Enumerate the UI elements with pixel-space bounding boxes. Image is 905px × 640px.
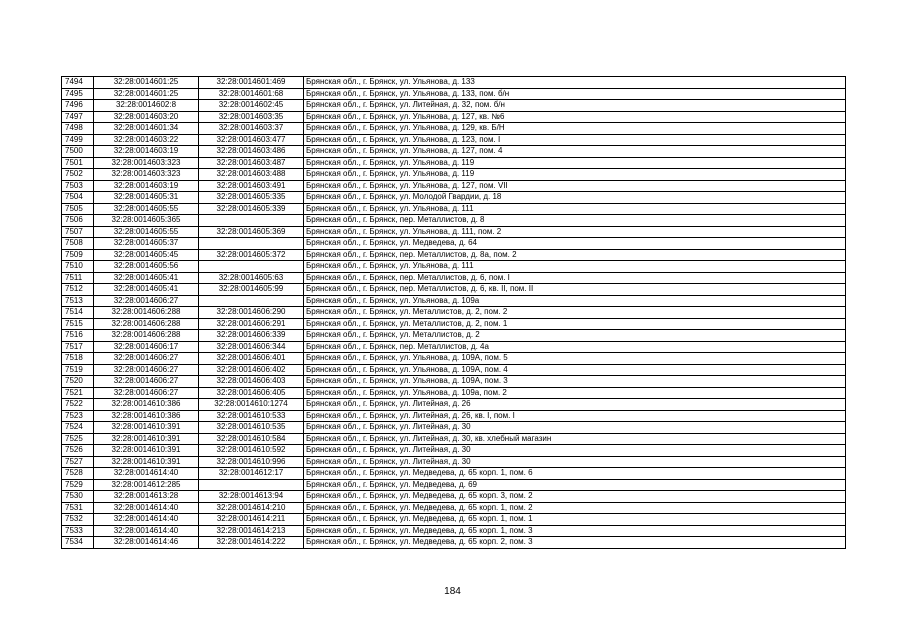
address-cell: Брянская обл., г. Брянск, ул. Литейная, д. 30, кв. хлебный магазин bbox=[304, 433, 846, 445]
object-cadastral-number-cell: 32:28:0014606:291 bbox=[199, 318, 304, 330]
land-cadastral-number-cell: 32:28:0014603:323 bbox=[94, 169, 199, 181]
land-cadastral-number-cell: 32:28:0014605:55 bbox=[94, 226, 199, 238]
address-cell: Брянская обл., г. Брянск, ул. Медведева, д. 65 корп. 3, пом. 2 bbox=[304, 491, 846, 503]
address-cell: Брянская обл., г. Брянск, пер. Металлистов, д. 8а, пом. 2 bbox=[304, 249, 846, 261]
land-cadastral-number-cell: 32:28:0014610:386 bbox=[94, 399, 199, 411]
table-row bbox=[62, 341, 846, 353]
row-number-cell: 7530 bbox=[62, 491, 94, 503]
table-row bbox=[62, 295, 846, 307]
table-row bbox=[62, 537, 846, 549]
row-number-cell: 7507 bbox=[62, 226, 94, 238]
address-cell: Брянская обл., г. Брянск, ул. Литейная, д. 26 bbox=[304, 399, 846, 411]
object-cadastral-number-cell: 32:28:0014610:584 bbox=[199, 433, 304, 445]
address-cell: Брянская обл., г. Брянск, ул. Ульянова, д. 133, пом. б/н bbox=[304, 88, 846, 100]
table-row bbox=[62, 111, 846, 123]
row-number-cell: 7508 bbox=[62, 238, 94, 250]
object-cadastral-number-cell: 32:28:0014603:487 bbox=[199, 157, 304, 169]
object-cadastral-number-cell: 32:28:0014606:401 bbox=[199, 353, 304, 365]
row-number-cell: 7504 bbox=[62, 192, 94, 204]
row-number-cell: 7506 bbox=[62, 215, 94, 227]
land-cadastral-number-cell: 32:28:0014614:40 bbox=[94, 514, 199, 526]
land-cadastral-number-cell: 32:28:0014606:288 bbox=[94, 330, 199, 342]
table-row bbox=[62, 88, 846, 100]
table-row bbox=[62, 134, 846, 146]
table-row bbox=[62, 284, 846, 296]
address-cell: Брянская обл., г. Брянск, ул. Литейная, д. 30 bbox=[304, 445, 846, 457]
address-cell: Брянская обл., г. Брянск, ул. Медведева, д. 65 корп. 2, пом. 3 bbox=[304, 537, 846, 549]
address-cell: Брянская обл., г. Брянск, ул. Ульянова, д. 109а, пом. 2 bbox=[304, 387, 846, 399]
object-cadastral-number-cell: 32:28:0014605:372 bbox=[199, 249, 304, 261]
address-cell: Брянская обл., г. Брянск, ул. Ульянова, д. 111 bbox=[304, 261, 846, 273]
object-cadastral-number-cell: 32:28:0014610:996 bbox=[199, 456, 304, 468]
land-cadastral-number-cell: 32:28:0014606:17 bbox=[94, 341, 199, 353]
object-cadastral-number-cell: 32:28:0014606:290 bbox=[199, 307, 304, 319]
address-cell: Брянская обл., г. Брянск, ул. Медведева, д. 65 корп. 1, пом. 1 bbox=[304, 514, 846, 526]
land-cadastral-number-cell: 32:28:0014610:391 bbox=[94, 456, 199, 468]
address-cell: Брянская обл., г. Брянск, ул. Ульянова, д. 133 bbox=[304, 77, 846, 89]
object-cadastral-number-cell: 32:28:0014603:491 bbox=[199, 180, 304, 192]
land-cadastral-number-cell: 32:28:0014605:56 bbox=[94, 261, 199, 273]
row-number-cell: 7523 bbox=[62, 410, 94, 422]
table-row bbox=[62, 203, 846, 215]
object-cadastral-number-cell: 32:28:0014610:533 bbox=[199, 410, 304, 422]
address-cell: Брянская обл., г. Брянск, ул. Ульянова, д. 119 bbox=[304, 157, 846, 169]
table-row bbox=[62, 502, 846, 514]
land-cadastral-number-cell: 32:28:0014601:25 bbox=[94, 88, 199, 100]
table-row bbox=[62, 261, 846, 273]
row-number-cell: 7525 bbox=[62, 433, 94, 445]
table-row bbox=[62, 433, 846, 445]
row-number-cell: 7509 bbox=[62, 249, 94, 261]
object-cadastral-number-cell: 32:28:0014614:211 bbox=[199, 514, 304, 526]
address-cell: Брянская обл., г. Брянск, ул. Ульянова, д. 109А, пом. 5 bbox=[304, 353, 846, 365]
land-cadastral-number-cell: 32:28:0014605:45 bbox=[94, 249, 199, 261]
table-row bbox=[62, 226, 846, 238]
land-cadastral-number-cell: 32:28:0014605:37 bbox=[94, 238, 199, 250]
object-cadastral-number-cell bbox=[199, 238, 304, 250]
table-row bbox=[62, 491, 846, 503]
table-row bbox=[62, 146, 846, 158]
address-cell: Брянская обл., г. Брянск, ул. Ульянова, д. 127, кв. №6 bbox=[304, 111, 846, 123]
land-cadastral-number-cell: 32:28:0014603:19 bbox=[94, 180, 199, 192]
object-cadastral-number-cell: 32:28:0014606:405 bbox=[199, 387, 304, 399]
object-cadastral-number-cell: 32:28:0014601:469 bbox=[199, 77, 304, 89]
row-number-cell: 7495 bbox=[62, 88, 94, 100]
table-row bbox=[62, 364, 846, 376]
land-cadastral-number-cell: 32:28:0014603:323 bbox=[94, 157, 199, 169]
table-row bbox=[62, 468, 846, 480]
land-cadastral-number-cell: 32:28:0014601:25 bbox=[94, 77, 199, 89]
table-row bbox=[62, 422, 846, 434]
row-number-cell: 7534 bbox=[62, 537, 94, 549]
address-cell: Брянская обл., г. Брянск, ул. Ульянова, д. 109А, пом. 4 bbox=[304, 364, 846, 376]
object-cadastral-number-cell: 32:28:0014603:486 bbox=[199, 146, 304, 158]
address-cell: Брянская обл., г. Брянск, ул. Медведева, д. 64 bbox=[304, 238, 846, 250]
table-row bbox=[62, 192, 846, 204]
row-number-cell: 7532 bbox=[62, 514, 94, 526]
object-cadastral-number-cell: 32:28:0014610:1274 bbox=[199, 399, 304, 411]
table-row bbox=[62, 399, 846, 411]
row-number-cell: 7520 bbox=[62, 376, 94, 388]
land-cadastral-number-cell: 32:28:0014605:31 bbox=[94, 192, 199, 204]
table-row bbox=[62, 318, 846, 330]
land-cadastral-number-cell: 32:28:0014610:391 bbox=[94, 433, 199, 445]
land-cadastral-number-cell: 32:28:0014606:27 bbox=[94, 353, 199, 365]
object-cadastral-number-cell: 32:28:0014603:488 bbox=[199, 169, 304, 181]
land-cadastral-number-cell: 32:28:0014605:55 bbox=[94, 203, 199, 215]
address-cell: Брянская обл., г. Брянск, пер. Металлистов, д. 6, кв. II, пом. II bbox=[304, 284, 846, 296]
object-cadastral-number-cell: 32:28:0014601:68 bbox=[199, 88, 304, 100]
land-cadastral-number-cell: 32:28:0014606:27 bbox=[94, 376, 199, 388]
object-cadastral-number-cell: 32:28:0014603:477 bbox=[199, 134, 304, 146]
address-cell: Брянская обл., г. Брянск, ул. Ульянова, д. 109А, пом. 3 bbox=[304, 376, 846, 388]
row-number-cell: 7501 bbox=[62, 157, 94, 169]
row-number-cell: 7524 bbox=[62, 422, 94, 434]
address-cell: Брянская обл., г. Брянск, пер. Металлистов, д. 4а bbox=[304, 341, 846, 353]
address-cell: Брянская обл., г. Брянск, ул. Металлистов, д. 2, пом. 2 bbox=[304, 307, 846, 319]
address-cell: Брянская обл., г. Брянск, ул. Ульянова, д. 127, пом. 4 bbox=[304, 146, 846, 158]
land-cadastral-number-cell: 32:28:0014605:41 bbox=[94, 284, 199, 296]
object-cadastral-number-cell: 32:28:0014606:344 bbox=[199, 341, 304, 353]
row-number-cell: 7518 bbox=[62, 353, 94, 365]
address-cell: Брянская обл., г. Брянск, ул. Ульянова, д. 123, пом. I bbox=[304, 134, 846, 146]
land-cadastral-number-cell: 32:28:0014605:365 bbox=[94, 215, 199, 227]
table-row bbox=[62, 272, 846, 284]
address-cell: Брянская обл., г. Брянск, пер. Металлистов, д. 6, пом. I bbox=[304, 272, 846, 284]
object-cadastral-number-cell: 32:28:0014606:339 bbox=[199, 330, 304, 342]
table-row bbox=[62, 456, 846, 468]
table-row bbox=[62, 376, 846, 388]
object-cadastral-number-cell: 32:28:0014605:339 bbox=[199, 203, 304, 215]
object-cadastral-number-cell: 32:28:0014614:222 bbox=[199, 537, 304, 549]
row-number-cell: 7531 bbox=[62, 502, 94, 514]
address-cell: Брянская обл., г. Брянск, ул. Молодой Гвардии, д. 18 bbox=[304, 192, 846, 204]
object-cadastral-number-cell: 32:28:0014613:94 bbox=[199, 491, 304, 503]
row-number-cell: 7510 bbox=[62, 261, 94, 273]
table-row bbox=[62, 180, 846, 192]
land-cadastral-number-cell: 32:28:0014610:386 bbox=[94, 410, 199, 422]
object-cadastral-number-cell bbox=[199, 261, 304, 273]
table-row bbox=[62, 123, 846, 135]
row-number-cell: 7526 bbox=[62, 445, 94, 457]
table-row bbox=[62, 525, 846, 537]
land-cadastral-number-cell: 32:28:0014606:27 bbox=[94, 387, 199, 399]
row-number-cell: 7494 bbox=[62, 77, 94, 89]
land-cadastral-number-cell: 32:28:0014606:288 bbox=[94, 307, 199, 319]
land-cadastral-number-cell: 32:28:0014614:46 bbox=[94, 537, 199, 549]
object-cadastral-number-cell: 32:28:0014602:45 bbox=[199, 100, 304, 112]
land-cadastral-number-cell: 32:28:0014614:40 bbox=[94, 468, 199, 480]
address-cell: Брянская обл., г. Брянск, ул. Ульянова, д. 109а bbox=[304, 295, 846, 307]
row-number-cell: 7502 bbox=[62, 169, 94, 181]
object-cadastral-number-cell: 32:28:0014614:213 bbox=[199, 525, 304, 537]
address-cell: Брянская обл., г. Брянск, ул. Медведева, д. 65 корп. 1, пом. 2 bbox=[304, 502, 846, 514]
address-cell: Брянская обл., г. Брянск, ул. Литейная, д. 30 bbox=[304, 456, 846, 468]
row-number-cell: 7528 bbox=[62, 468, 94, 480]
table-row bbox=[62, 330, 846, 342]
page-number: 184 bbox=[444, 586, 461, 597]
address-cell: Брянская обл., г. Брянск, ул. Литейная, д. 30 bbox=[304, 422, 846, 434]
row-number-cell: 7515 bbox=[62, 318, 94, 330]
object-cadastral-number-cell: 32:28:0014605:99 bbox=[199, 284, 304, 296]
row-number-cell: 7533 bbox=[62, 525, 94, 537]
table-row bbox=[62, 249, 846, 261]
address-cell: Брянская обл., г. Брянск, ул. Металлистов, д. 2, пом. 1 bbox=[304, 318, 846, 330]
object-cadastral-number-cell: 32:28:0014606:403 bbox=[199, 376, 304, 388]
land-cadastral-number-cell: 32:28:0014605:41 bbox=[94, 272, 199, 284]
object-cadastral-number-cell: 32:28:0014614:210 bbox=[199, 502, 304, 514]
object-cadastral-number-cell: 32:28:0014605:63 bbox=[199, 272, 304, 284]
address-cell: Брянская обл., г. Брянск, ул. Ульянова, д. 129, кв. Б/Н bbox=[304, 123, 846, 135]
address-cell: Брянская обл., г. Брянск, ул. Литейная, д. 32, пом. б/н bbox=[304, 100, 846, 112]
table-row bbox=[62, 479, 846, 491]
address-cell: Брянская обл., г. Брянск, пер. Металлистов, д. 8 bbox=[304, 215, 846, 227]
land-cadastral-number-cell: 32:28:0014614:40 bbox=[94, 525, 199, 537]
table-row bbox=[62, 307, 846, 319]
land-cadastral-number-cell: 32:28:0014603:22 bbox=[94, 134, 199, 146]
address-cell: Брянская обл., г. Брянск, ул. Ульянова, д. 111 bbox=[304, 203, 846, 215]
row-number-cell: 7505 bbox=[62, 203, 94, 215]
table-row bbox=[62, 77, 846, 89]
address-cell: Брянская обл., г. Брянск, ул. Медведева, д. 69 bbox=[304, 479, 846, 491]
table-row bbox=[62, 169, 846, 181]
land-cadastral-number-cell: 32:28:0014606:27 bbox=[94, 364, 199, 376]
object-cadastral-number-cell: 32:28:0014606:402 bbox=[199, 364, 304, 376]
object-cadastral-number-cell: 32:28:0014610:535 bbox=[199, 422, 304, 434]
land-cadastral-number-cell: 32:28:0014606:288 bbox=[94, 318, 199, 330]
row-number-cell: 7527 bbox=[62, 456, 94, 468]
object-cadastral-number-cell: 32:28:0014603:35 bbox=[199, 111, 304, 123]
object-cadastral-number-cell bbox=[199, 479, 304, 491]
table-row bbox=[62, 387, 846, 399]
row-number-cell: 7519 bbox=[62, 364, 94, 376]
land-cadastral-number-cell: 32:28:0014610:391 bbox=[94, 445, 199, 457]
object-cadastral-number-cell bbox=[199, 215, 304, 227]
row-number-cell: 7503 bbox=[62, 180, 94, 192]
row-number-cell: 7511 bbox=[62, 272, 94, 284]
row-number-cell: 7512 bbox=[62, 284, 94, 296]
row-number-cell: 7500 bbox=[62, 146, 94, 158]
table-row bbox=[62, 238, 846, 250]
object-cadastral-number-cell: 32:28:0014605:335 bbox=[199, 192, 304, 204]
land-cadastral-number-cell: 32:28:0014602:8 bbox=[94, 100, 199, 112]
land-cadastral-number-cell: 32:28:0014603:19 bbox=[94, 146, 199, 158]
table-row bbox=[62, 514, 846, 526]
address-cell: Брянская обл., г. Брянск, ул. Ульянова, д. 119 bbox=[304, 169, 846, 181]
object-cadastral-number-cell: 32:28:0014610:592 bbox=[199, 445, 304, 457]
row-number-cell: 7514 bbox=[62, 307, 94, 319]
land-cadastral-number-cell: 32:28:0014610:391 bbox=[94, 422, 199, 434]
land-cadastral-number-cell: 32:28:0014614:40 bbox=[94, 502, 199, 514]
row-number-cell: 7522 bbox=[62, 399, 94, 411]
address-cell: Брянская обл., г. Брянск, ул. Литейная, д. 26, кв. I, пом. I bbox=[304, 410, 846, 422]
table-row bbox=[62, 353, 846, 365]
row-number-cell: 7499 bbox=[62, 134, 94, 146]
address-cell: Брянская обл., г. Брянск, ул. Металлистов, д. 2 bbox=[304, 330, 846, 342]
property-table bbox=[61, 76, 846, 549]
table-row bbox=[62, 445, 846, 457]
row-number-cell: 7496 bbox=[62, 100, 94, 112]
row-number-cell: 7497 bbox=[62, 111, 94, 123]
object-cadastral-number-cell: 32:28:0014603:37 bbox=[199, 123, 304, 135]
address-cell: Брянская обл., г. Брянск, ул. Ульянова, д. 127, пом. VII bbox=[304, 180, 846, 192]
row-number-cell: 7517 bbox=[62, 341, 94, 353]
row-number-cell: 7521 bbox=[62, 387, 94, 399]
table-row bbox=[62, 410, 846, 422]
table-row bbox=[62, 100, 846, 112]
land-cadastral-number-cell: 32:28:0014612:285 bbox=[94, 479, 199, 491]
land-cadastral-number-cell: 32:28:0014613:28 bbox=[94, 491, 199, 503]
land-cadastral-number-cell: 32:28:0014606:27 bbox=[94, 295, 199, 307]
property-table-body bbox=[62, 77, 846, 549]
table-row bbox=[62, 157, 846, 169]
object-cadastral-number-cell: 32:28:0014605:369 bbox=[199, 226, 304, 238]
row-number-cell: 7513 bbox=[62, 295, 94, 307]
row-number-cell: 7516 bbox=[62, 330, 94, 342]
table-row bbox=[62, 215, 846, 227]
address-cell: Брянская обл., г. Брянск, ул. Медведева, д. 65 корп. 1, пом. 6 bbox=[304, 468, 846, 480]
land-cadastral-number-cell: 32:28:0014601:34 bbox=[94, 123, 199, 135]
row-number-cell: 7529 bbox=[62, 479, 94, 491]
land-cadastral-number-cell: 32:28:0014603:20 bbox=[94, 111, 199, 123]
address-cell: Брянская обл., г. Брянск, ул. Ульянова, д. 111, пом. 2 bbox=[304, 226, 846, 238]
object-cadastral-number-cell bbox=[199, 295, 304, 307]
address-cell: Брянская обл., г. Брянск, ул. Медведева, д. 65 корп. 1, пом. 3 bbox=[304, 525, 846, 537]
row-number-cell: 7498 bbox=[62, 123, 94, 135]
object-cadastral-number-cell: 32:28:0014612:17 bbox=[199, 468, 304, 480]
